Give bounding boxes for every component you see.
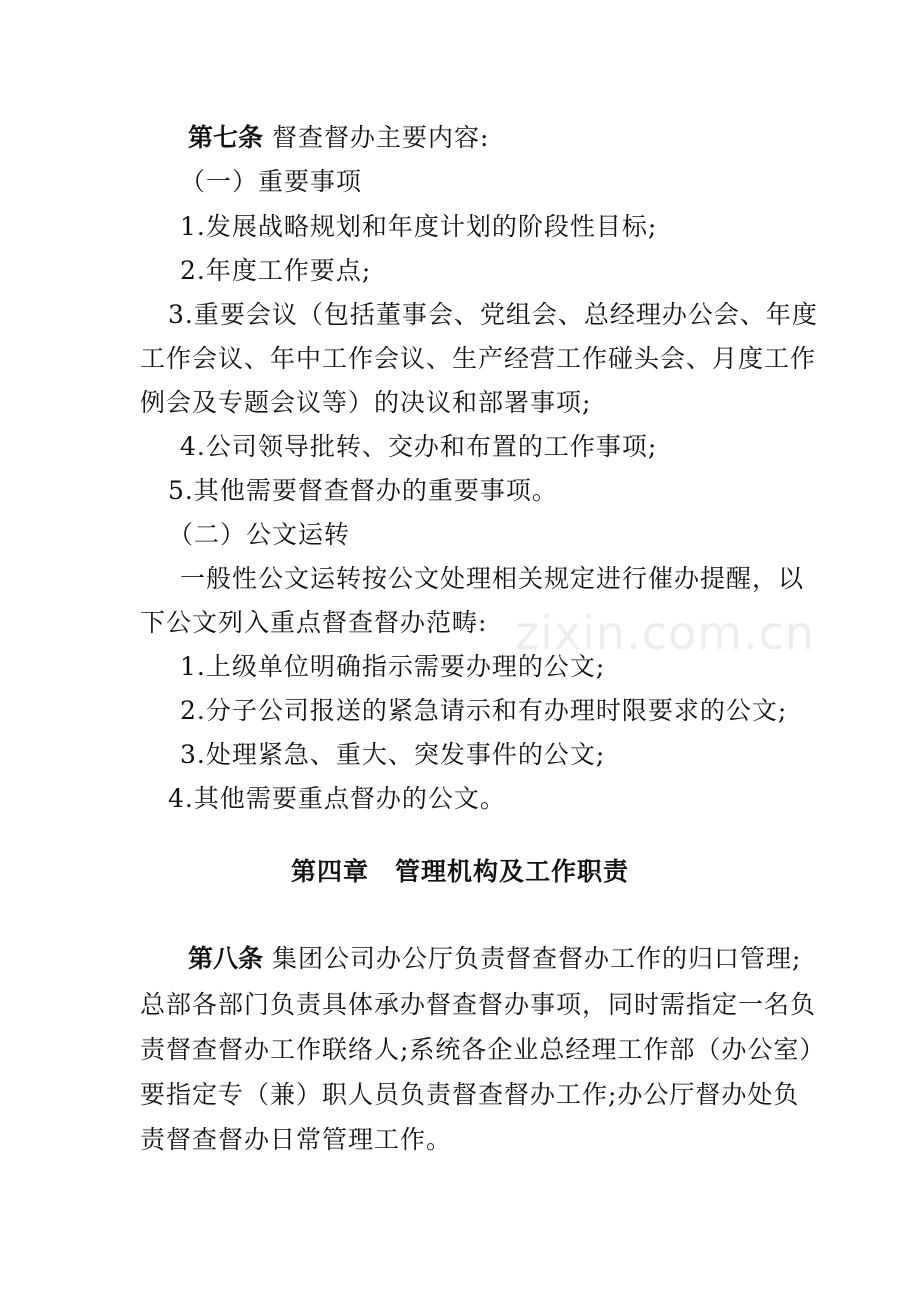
article8-heading bbox=[188, 944, 802, 974]
chapter-heading: 第四章 管理机构及工作职责 bbox=[290, 857, 629, 886]
article7-title: 督查督办主要内容: bbox=[271, 123, 490, 152]
paragraph-line: 下公文列入重点督查督办范畴: bbox=[140, 608, 488, 637]
list-item: 2.年度工作要点; bbox=[180, 256, 372, 285]
article8-line-1: 集团公司办公厅负责督查督办工作的归口管理; bbox=[271, 944, 802, 973]
list-item-continued: 工作会议、年中工作会议、生产经营工作碰头会、月度工作 bbox=[140, 344, 817, 373]
list-item: 5.其他需要督查督办的重要事项。 bbox=[168, 476, 558, 505]
article7-heading bbox=[188, 123, 489, 153]
list-item: 1.发展战略规划和年度计划的阶段性目标; bbox=[180, 212, 658, 241]
paragraph-line: 要指定专（兼）职人员负责督查督办工作;办公厅督办处负 bbox=[140, 1080, 800, 1109]
paragraph-line: 责督查督办工作联络人;系统各企业总经理工作部（办公室） bbox=[140, 1035, 826, 1064]
list-item: 4.其他需要重点督办的公文。 bbox=[168, 784, 506, 813]
list-item: 2.分子公司报送的紧急请示和有办理时限要求的公文; bbox=[180, 696, 788, 725]
paragraph-line: 总部各部门负责具体承办督查督办事项，同时需指定一名负 bbox=[140, 990, 817, 1019]
paragraph-line: 一般性公文运转按公文处理相关规定进行催办提醒，以 bbox=[180, 564, 805, 593]
section-heading-2: （二）公文运转 bbox=[168, 520, 351, 549]
list-item: 3.处理紧急、重大、突发事件的公文; bbox=[180, 740, 606, 769]
section-heading-1: （一）重要事项 bbox=[180, 167, 363, 196]
list-item-continued: 例会及专题会议等）的决议和部署事项; bbox=[140, 388, 592, 417]
article8-label: 第八条 bbox=[188, 944, 264, 973]
list-item: 4.公司领导批转、交办和布置的工作事项; bbox=[180, 432, 658, 461]
article7-label: 第七条 bbox=[188, 123, 264, 152]
list-item: 3.重要会议（包括董事会、党组会、总经理办公会、年度 bbox=[168, 300, 818, 329]
watermark: zixin.com.cn bbox=[515, 606, 816, 660]
paragraph-line: 责督查督办日常管理工作。 bbox=[140, 1125, 453, 1154]
list-item: 1.上级单位明确指示需要办理的公文; bbox=[180, 652, 606, 681]
